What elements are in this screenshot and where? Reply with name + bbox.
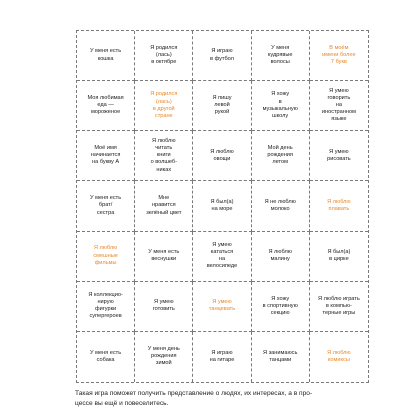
bingo-cell: В моём имени более 7 букв [310, 31, 368, 81]
bingo-cell: У меня кудрявые волосы [252, 31, 310, 81]
bingo-cell: Я играю на гитаре [193, 332, 251, 382]
bingo-cell: Я родился (лась) в другой стране [135, 81, 193, 131]
bingo-cell: Я люблю комиксы [327, 349, 351, 363]
bingo-cell: Я коллекцио- нирую фигурки супергероев [77, 282, 135, 332]
bingo-cell: У меня есть брат/ сестра [77, 181, 135, 231]
bingo-cell: У меня есть кошка [77, 31, 135, 81]
bingo-cell: Я умею рисовать [310, 131, 368, 181]
bingo-cell: Я пишу левой рукой [193, 81, 251, 131]
bingo-cell: У меня есть собака [77, 332, 135, 382]
bingo-cell: Я играю в футбол [193, 31, 251, 81]
bingo-cell: Я родился (лась) в октябре [135, 31, 193, 81]
bingo-cell: Мне нравится зелёный цвет [135, 181, 193, 231]
bingo-cell: Я люблю читать книги о волшеб- никах [135, 131, 193, 181]
bingo-cell: Я люблю плавать [310, 181, 368, 231]
bingo-cell: Я люблю играть в компью- терные игры [310, 282, 368, 332]
bingo-cell: У меня есть веснушки [135, 232, 193, 282]
bingo-cell: Мой день рождения летом [252, 131, 310, 181]
bingo-cell: Я не люблю молоко [252, 181, 310, 231]
bingo-cell: Я люблю смешные фильмы [77, 232, 135, 282]
bingo-cell: Я умею говорить на иностранном языке [310, 81, 368, 131]
bingo-cell: Я люблю малину [252, 232, 310, 282]
caption-text: Такая игра поможет получить представление о людях, их интересах, а в про- цессе вы ещё и повеселитесь. [75, 390, 313, 408]
bingo-cell: У меня день рождения зимой [135, 332, 193, 382]
bingo-cell: Я умею кататься на велосипеде [193, 232, 251, 282]
bingo-cell: Я был(а) на море [193, 181, 251, 231]
bingo-cell: Я умею готовить [135, 282, 193, 332]
bingo-cell: Я занимаюсь танцами [252, 332, 310, 382]
bingo-grid [76, 30, 369, 383]
bingo-cell: Я умею танцевать [193, 282, 251, 332]
bingo-cell: Моя любимая еда — мороженое [77, 81, 135, 131]
bingo-cell: Моё имя начинается на букву А [77, 131, 135, 181]
bingo-cell: Я хожу в спортивную секцию [252, 282, 310, 332]
bingo-cell: Я люблю овощи [193, 131, 251, 181]
bingo-cell: Я хожу в музыкальную школу [252, 81, 310, 131]
bingo-cell: Я был(а) в цирке [310, 232, 368, 282]
